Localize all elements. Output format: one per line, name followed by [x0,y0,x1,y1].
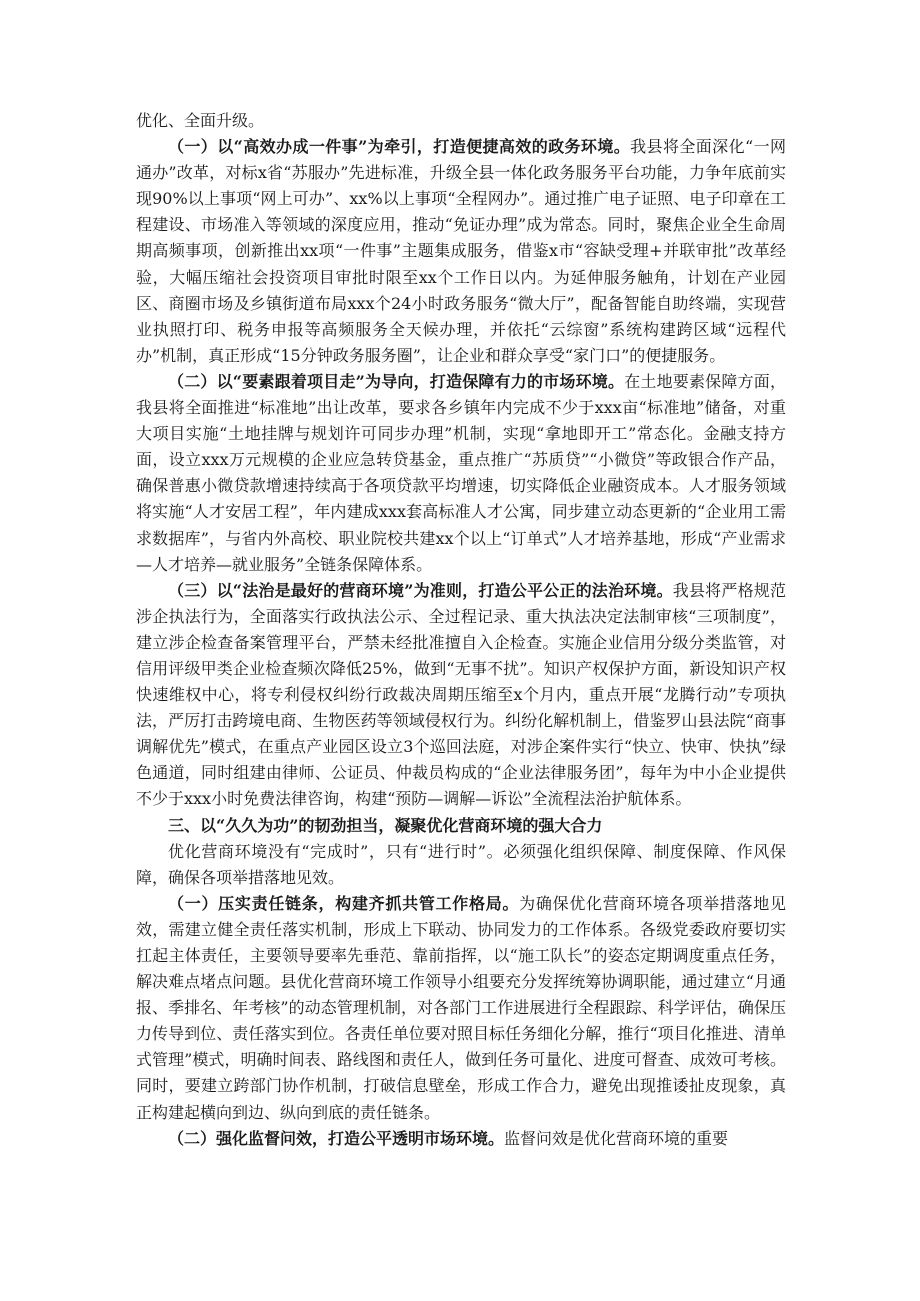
section-5-body: 监督问效是优化营商环境的重要 [504,1128,729,1148]
section-1-body: 我县将全面深化“一网通办”改革，对标x省“苏服办”先进标准，升级全县一体化政务服务平台功能，力争年底前实现90%以上事项“网上可办”、xx%以上事项“全程网办”。通过推广电子证照、电子印章在工程建设、市场准入等领域的深度应用，推动“免证办理”成为常态。同时，聚焦企业全生命周期高频事项，创新推出xx项“一件事”主题集成服务，借鉴x市“容缺受理+并联审批”改革经验，大幅压缩社会投资项目审批时限至xx个工作日以内。为延伸服务触角，计划在产业园区、商圈市场及乡镇街道布局xxx个24小时政务服务“微大厅”，配备智能自助终端，实现营业执照打印、税务申报等高频服务全天候办理，并依托“云综窗”系统构建跨区域“远程代办”机制，真正形成“15分钟政务服务圈”，让企业和群众享受“家门口”的便捷服务。 [136,137,786,365]
section-3-paragraph [136,578,786,813]
section-1-paragraph [136,134,786,369]
section-2-lead: （二）以“要素跟着项目走”为导向，打造保障有力的市场环境。 [168,371,625,391]
section-4-paragraph [136,891,786,1126]
document-page [136,108,786,1152]
paragraph-continuation: 优化、全面升级。 [136,111,265,130]
section-4-body: 为确保优化营商环境各项举措落地见效，需建立健全责任落实机制，形成上下联动、协同发力的工作体系。各级党委政府要切实扛起主体责任，主要领导要率先垂范、靠前指挥，以“施工队长”的姿态定期调度重点任务，解决难点堵点问题。县优化营商环境工作领导小组要充分发挥统筹协调职能，通过建立“月通报、季排名、年考核”的动态管理机制，对各部门工作进展进行全程跟踪、科学评估，确保压力传导到位、责任落实到位。各责任单位要对照目标任务细化分解，推行“项目化推进、清单式管理”模式，明确时间表、路线图和责任人，做到任务可量化、进度可督查、成效可考核。同时，要建立跨部门协作机制，打破信息壁垒，形成工作合力，避免出现推诿扯皮现象，真正构建起横向到边、纵向到底的责任链条。 [136,893,786,1122]
section-3-lead: （三）以“法治是最好的营商环境”为准则，打造公平公正的法治环境。 [168,580,673,600]
section-2-paragraph [136,369,786,578]
section-4-lead: （一）压实责任链条，构建齐抓共管工作格局。 [168,893,520,913]
chapter-intro-paragraph: 优化营商环境没有“完成时”，只有“进行时”。必须强化组织保障、制度保障、作风保障，确保各项举措落地见效。 [136,841,786,887]
section-1-lead: （一）以“高效办成一件事”为牵引，打造便捷高效的政务环境。 [168,137,631,157]
chapter-heading: 三、以“久久为功”的韧劲担当，凝聚优化营商环境的强大合力 [168,815,603,835]
section-5-lead: （二）强化监督问效，打造公平透明市场环境。 [168,1128,505,1148]
section-5-paragraph [136,1126,786,1152]
section-2-body: 在土地要素保障方面，我县将全面推进“标准地”出让改革，要求各乡镇年内完成不少于xxx亩“标准地”储备，对重大项目实施“土地挂牌与规划许可同步办理”机制，实现“拿地即开工”常态化。金融支持方面，设立xxx万元规模的企业应急转贷基金，重点推广“苏质贷”“小微贷”等政银合作产品，确保普惠小微贷款增速持续高于各项贷款平均增速，切实降低企业融资成本。人才服务领域将实施“人才安居工程”，年内建成xxx套高标准人才公寓，同步建立动态更新的“企业用工需求数据库”，与省内外高校、职业院校共建xx个以上“订单式”人才培养基地，形成“产业需求—人才培养—就业服务”全链条保障体系。 [136,371,786,574]
section-3-body: 我县将严格规范涉企执法行为，全面落实行政执法公示、全过程记录、重大执法决定法制审核“三项制度”，建立涉企检查备案管理平台，严禁未经批准擅自入企检查。实施企业信用分级分类监管，对信用评级甲类企业检查频次降低25%，做到“无事不扰”。知识产权保护方面，新设知识产权快速维权中心，将专利侵权纠纷行政裁决周期压缩至x个月内，重点开展“龙腾行动”专项执法，严厉打击跨境电商、生物医药等领域侵权行为。纠纷化解机制上，借鉴罗山县法院“商事调解优先”模式，在重点产业园区设立3个巡回法庭，对涉企案件实行“快立、快审、快执”绿色通道，同时组建由律师、公证员、仲裁员构成的“企业法律服务团”，每年为中小企业提供不少于xxx小时免费法律咨询，构建“预防—调解—诉讼”全流程法治护航体系。 [136,580,786,809]
